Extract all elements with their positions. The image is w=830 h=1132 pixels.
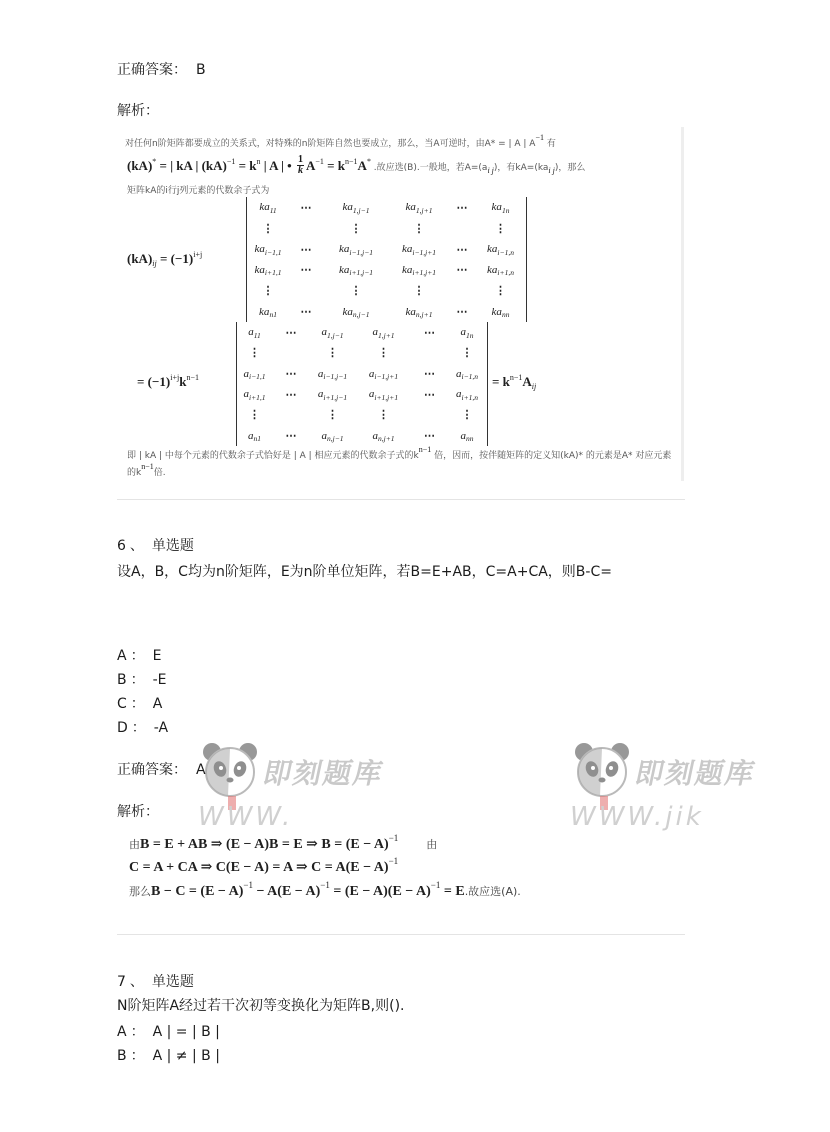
entry-subscript: 11 xyxy=(253,330,261,340)
q7-stem: N阶矩阵A经过若干次初等变换化为矩阵B,则(). xyxy=(117,998,405,1014)
matrix-entry xyxy=(289,280,323,301)
matrix-entry xyxy=(323,218,389,239)
option-key: B xyxy=(117,672,127,688)
option-separator: ： xyxy=(130,696,145,712)
math-segment: A xyxy=(357,158,367,173)
ellipsis: ⋮ xyxy=(461,409,473,422)
math-segment: A xyxy=(305,158,316,173)
determinant-2 xyxy=(236,322,488,446)
entry-subscript: n,j−1 xyxy=(352,310,370,320)
matrix-entry xyxy=(247,239,289,260)
matrix-entry xyxy=(310,384,355,405)
entry-base: ka xyxy=(259,305,270,318)
matrix-entry xyxy=(289,197,323,218)
matrix-entry xyxy=(247,197,289,218)
entry-subscript: 1,j+1 xyxy=(415,205,433,215)
ellipsis: ⋯ xyxy=(456,306,468,319)
entry-base: a xyxy=(455,367,462,380)
answer-value: B xyxy=(196,62,206,78)
q6-header xyxy=(117,538,194,554)
explanation-formula-line xyxy=(127,155,585,176)
matrix-entry xyxy=(389,260,449,281)
determinant-2-result xyxy=(492,373,536,392)
ellipsis: ⋯ xyxy=(424,430,435,443)
superscript: −1 xyxy=(243,880,253,890)
entry-base: ka xyxy=(487,243,498,256)
fraction xyxy=(297,155,304,176)
explanation-formula-line xyxy=(129,882,521,900)
entry-base: ka xyxy=(342,201,353,214)
text-segment: 倍，因而，按伴随矩阵的定义知(kA)* 的元素是A* 对应元素 xyxy=(431,451,672,461)
entry-base: ka xyxy=(401,263,413,276)
entry-base: a xyxy=(321,429,327,442)
text-segment: 有 xyxy=(543,139,556,149)
matrix-entry xyxy=(355,343,412,364)
math-segment: (kA) xyxy=(127,158,153,173)
ellipsis: ⋯ xyxy=(285,388,297,401)
entry-base: a xyxy=(455,388,462,401)
math-segment: | A | • xyxy=(260,158,295,173)
determinant-1 xyxy=(246,197,527,322)
ellipsis: ⋯ xyxy=(424,326,435,339)
matrix-entry xyxy=(237,405,272,426)
matrix-entry xyxy=(475,218,526,239)
answer-label: 正确答案： xyxy=(117,62,187,78)
q5-analysis-label: 解析： xyxy=(117,103,159,119)
text-segment: .故应选(B).一般地，若A=(a xyxy=(370,163,488,173)
superscript: −1 xyxy=(388,833,399,843)
watermark xyxy=(570,738,830,842)
entry-base: ka xyxy=(487,263,498,276)
entry-base: ka xyxy=(405,305,416,318)
matrix-entry xyxy=(355,425,412,446)
question-type: 单选题 xyxy=(151,538,194,554)
entry-base: a xyxy=(243,367,249,380)
math-segment: B − C = (E − A) xyxy=(151,884,244,899)
entry-base: ka xyxy=(338,243,350,256)
entry-base: ka xyxy=(338,263,350,276)
matrix-entry xyxy=(449,197,475,218)
entry-subscript: 1n xyxy=(466,330,474,340)
matrix-entry xyxy=(272,322,310,343)
superscript: n−1 xyxy=(418,445,432,454)
entry-base: a xyxy=(460,326,466,339)
matrix-entry xyxy=(237,363,272,384)
matrix-entry xyxy=(412,363,447,384)
option-text: -A xyxy=(153,720,169,736)
entry-base: a xyxy=(372,429,378,442)
watermark-url: WWW.jik xyxy=(570,802,704,832)
ellipsis: ⋯ xyxy=(424,368,435,381)
entry-subscript: i+1,n xyxy=(497,268,514,278)
entry-base: a xyxy=(368,367,375,380)
entry-base: a xyxy=(460,429,466,442)
ellipsis: ⋮ xyxy=(413,222,425,235)
entry-base: ka xyxy=(405,201,416,214)
entry-subscript: i+1,1 xyxy=(264,268,282,278)
superscript: n−1 xyxy=(345,157,358,166)
matrix-entry xyxy=(412,343,447,364)
entry-subscript: i+1,j−1 xyxy=(349,268,374,278)
matrix-entry xyxy=(247,218,289,239)
matrix-entry xyxy=(449,218,475,239)
matrix-entry xyxy=(323,301,389,322)
entry-base: ka xyxy=(254,263,265,276)
matrix-entry xyxy=(289,260,323,281)
superscript: n−1 xyxy=(509,373,523,382)
matrix-entry xyxy=(475,301,526,322)
panda-logo-icon xyxy=(570,738,634,802)
ellipsis: ⋯ xyxy=(285,430,297,443)
entry-subscript: i+1,j+1 xyxy=(412,268,437,278)
subscript: i j xyxy=(548,166,555,175)
math-segment: B = E + AB ⇒ (E − A)B = E ⇒ B = (E − A) xyxy=(140,837,389,852)
matrix-entry xyxy=(447,405,487,426)
ellipsis: ⋯ xyxy=(300,243,312,256)
option-key: B xyxy=(117,1048,127,1064)
superscript: * xyxy=(366,157,371,166)
matrix-entry xyxy=(272,405,310,426)
matrix-entry xyxy=(323,197,389,218)
entry-subscript: 1n xyxy=(501,205,510,215)
fraction-denominator: k xyxy=(297,165,303,176)
math-segment: = k xyxy=(235,158,257,173)
ellipsis: ⋮ xyxy=(262,285,274,298)
matrix-entry xyxy=(447,384,487,405)
matrix-entry xyxy=(247,260,289,281)
option-key: A xyxy=(117,1024,127,1040)
ellipsis: ⋮ xyxy=(327,347,338,360)
matrix-entry xyxy=(447,425,487,446)
matrix-entry xyxy=(247,301,289,322)
entry-subscript: 11 xyxy=(269,205,277,215)
matrix-entry xyxy=(272,384,310,405)
superscript: i+j xyxy=(193,250,203,259)
watermark xyxy=(198,738,458,842)
text-segment: 由 xyxy=(426,838,438,851)
entry-subscript: i+1,j−1 xyxy=(323,392,348,402)
entry-base: a xyxy=(243,388,249,401)
superscript: −1 xyxy=(430,880,441,890)
matrix-entry xyxy=(389,197,449,218)
math-segment: = | kA | (kA) xyxy=(156,158,227,173)
matrix-entry xyxy=(355,405,412,426)
text-segment: 的k xyxy=(127,468,142,478)
entry-subscript: i−1,n xyxy=(461,372,479,382)
entry-base: a xyxy=(321,326,327,339)
math-segment: = k xyxy=(323,158,346,173)
fraction-numerator: 1 xyxy=(297,154,303,165)
matrix-entry xyxy=(447,322,487,343)
matrix-entry xyxy=(289,301,323,322)
text-segment: )，有kA=(ka xyxy=(493,163,549,173)
watermark-title: 即刻题库 xyxy=(632,757,760,790)
ellipsis: ⋯ xyxy=(456,264,468,277)
question-number: 6 xyxy=(117,538,126,554)
ellipsis: ⋮ xyxy=(350,222,362,235)
superscript: * xyxy=(152,157,157,166)
superscript: −1 xyxy=(315,157,324,166)
q6-correct-answer xyxy=(117,762,206,778)
entry-subscript: i−1,1 xyxy=(264,247,282,257)
matrix-entry xyxy=(289,239,323,260)
answer-value: A xyxy=(196,762,206,778)
question-divider xyxy=(117,934,685,935)
entry-subscript: i−1,1 xyxy=(248,372,266,382)
matrix-entry xyxy=(310,322,355,343)
matrix-entry xyxy=(475,260,526,281)
q7-option-b xyxy=(117,1048,220,1064)
matrix-entry xyxy=(237,322,272,343)
ellipsis: ⋮ xyxy=(249,409,260,422)
matrix-entry xyxy=(449,260,475,281)
matrix-entry xyxy=(447,343,487,364)
text-segment: 倍. xyxy=(153,468,166,478)
matrix-entry xyxy=(449,280,475,301)
ellipsis: ⋮ xyxy=(413,285,425,298)
math-segment: = (−1) xyxy=(137,374,171,389)
matrix-entry xyxy=(310,425,355,446)
entry-base: ka xyxy=(491,201,502,214)
entry-subscript: n,j−1 xyxy=(326,434,344,444)
ellipsis: ⋮ xyxy=(262,222,274,235)
entry-subscript: n1 xyxy=(253,434,261,444)
entry-subscript: i+1,1 xyxy=(248,392,266,402)
matrix-entry xyxy=(412,425,447,446)
determinant-2-label xyxy=(137,373,199,392)
matrix-entry xyxy=(412,322,447,343)
superscript: i+j xyxy=(170,373,180,382)
ellipsis: ⋮ xyxy=(350,285,362,298)
q6-option-d xyxy=(117,720,168,736)
option-separator: ： xyxy=(130,1048,145,1064)
entry-base: a xyxy=(372,326,378,339)
matrix-entry xyxy=(237,384,272,405)
ellipsis: ⋯ xyxy=(300,264,312,277)
entry-subscript: nn xyxy=(501,310,510,320)
entry-base: ka xyxy=(491,305,502,318)
q6-analysis-label: 解析： xyxy=(117,804,159,820)
entry-subscript: i−1,j+1 xyxy=(374,372,399,382)
question-number: 7 xyxy=(117,974,126,990)
matrix-entry xyxy=(310,343,355,364)
ellipsis: ⋮ xyxy=(327,409,338,422)
ellipsis: ⋮ xyxy=(378,409,389,422)
matrix-entry xyxy=(412,384,447,405)
superscript: −1 xyxy=(226,157,236,166)
superscript: −1 xyxy=(535,133,544,142)
ellipsis: ⋯ xyxy=(424,388,435,401)
ellipsis: ⋮ xyxy=(461,347,473,360)
math-segment: A xyxy=(522,374,532,389)
text-segment: )，那么 xyxy=(554,163,586,173)
superscript: n−1 xyxy=(186,373,199,382)
matrix-entry xyxy=(310,405,355,426)
explanation-line xyxy=(127,445,671,464)
option-separator: ： xyxy=(130,672,145,688)
question-separator: 、 xyxy=(129,538,144,554)
question-divider xyxy=(117,499,685,500)
superscript: n−1 xyxy=(141,462,154,471)
math-segment: (kA) xyxy=(127,251,153,266)
ellipsis: ⋮ xyxy=(495,285,506,298)
matrix-entry xyxy=(389,301,449,322)
option-separator: ： xyxy=(130,648,145,664)
superscript: n xyxy=(256,157,261,166)
entry-base: ka xyxy=(401,243,413,256)
superscript: −1 xyxy=(388,856,399,866)
subscript: i j xyxy=(487,166,494,175)
panda-logo-icon xyxy=(198,738,262,802)
math-segment: = (E − A)(E − A) xyxy=(329,884,431,899)
matrix-entry xyxy=(323,280,389,301)
option-key: D xyxy=(117,720,128,736)
text-segment: 由 xyxy=(129,838,140,851)
matrix-entry xyxy=(412,405,447,426)
matrix-entry xyxy=(389,239,449,260)
ellipsis: ⋯ xyxy=(285,368,297,381)
entry-base: ka xyxy=(342,305,353,318)
matrix-entry xyxy=(247,280,289,301)
q6-option-a xyxy=(117,648,161,664)
entry-base: ka xyxy=(259,201,270,214)
matrix-entry xyxy=(289,218,323,239)
ellipsis: ⋯ xyxy=(300,201,312,214)
matrix-entry xyxy=(447,363,487,384)
math-segment: = k xyxy=(492,374,510,389)
q5-explanation-figure xyxy=(118,127,684,481)
entry-subscript: nn xyxy=(466,434,474,444)
subscript: ij xyxy=(531,382,537,391)
answer-label: 正确答案： xyxy=(117,762,187,778)
matrix-entry xyxy=(355,363,412,384)
entry-subscript: i−1,j−1 xyxy=(349,247,374,257)
q5-correct-answer xyxy=(117,62,206,78)
math-segment: = E xyxy=(440,884,465,899)
q7-option-a xyxy=(117,1024,220,1040)
option-separator: ： xyxy=(130,1024,145,1040)
determinant-1-label xyxy=(127,250,202,269)
q6-option-c xyxy=(117,696,162,712)
math-segment: = (−1) xyxy=(156,251,194,266)
option-key: A xyxy=(117,648,127,664)
math-segment: − A(E − A) xyxy=(252,884,321,899)
option-text: A | ≠ | B | xyxy=(152,1048,220,1064)
entry-base: a xyxy=(248,429,254,442)
matrix-entry xyxy=(475,280,526,301)
matrix-entry xyxy=(272,425,310,446)
text-segment: 矩阵kA的i行j列元素的代数余子式为 xyxy=(127,186,270,196)
entry-subscript: n,j+1 xyxy=(377,434,395,444)
ellipsis: ⋯ xyxy=(285,326,297,339)
entry-subscript: 1,j−1 xyxy=(352,205,370,215)
matrix-entry xyxy=(355,384,412,405)
matrix-entry xyxy=(272,343,310,364)
entry-subscript: 1,j+1 xyxy=(377,330,395,340)
option-separator: ： xyxy=(131,720,146,736)
matrix-entry xyxy=(449,239,475,260)
explanation-line xyxy=(125,133,556,152)
text-segment: 那么 xyxy=(129,885,151,898)
ellipsis: ⋮ xyxy=(249,347,260,360)
entry-base: ka xyxy=(254,243,265,256)
option-text: A xyxy=(152,696,163,712)
matrix-entry xyxy=(323,260,389,281)
explanation-formula-line xyxy=(129,858,398,876)
matrix-entry xyxy=(310,363,355,384)
watermark-title: 即刻题库 xyxy=(260,757,388,790)
matrix-entry xyxy=(389,280,449,301)
entry-subscript: n1 xyxy=(269,310,277,320)
watermark-layer xyxy=(0,730,760,842)
option-text: -E xyxy=(152,672,167,688)
matrix-entry xyxy=(355,322,412,343)
entry-subscript: i−1,n xyxy=(497,247,514,257)
text-segment: .故应选(A). xyxy=(464,885,521,898)
matrix-entry xyxy=(475,197,526,218)
text-segment: 即 | kA | 中每个元素的代数余子式恰好是 | A | 相应元素的代数余子式的k xyxy=(127,451,419,461)
matrix-entry xyxy=(449,301,475,322)
superscript: −1 xyxy=(320,880,330,890)
entry-subscript: i+1,j+1 xyxy=(374,392,399,402)
q6-option-b xyxy=(117,672,167,688)
matrix-entry xyxy=(389,218,449,239)
ellipsis: ⋯ xyxy=(300,306,312,319)
math-segment: k xyxy=(179,374,187,389)
option-text: A | = | B | xyxy=(152,1024,220,1040)
question-type: 单选题 xyxy=(151,974,194,990)
q6-explanation-figure xyxy=(118,832,684,902)
matrix-entry xyxy=(237,343,272,364)
math-segment: C = A + CA ⇒ C(E − A) = A ⇒ C = A(E − A) xyxy=(129,860,389,875)
entry-base: a xyxy=(248,326,254,339)
entry-subscript: n,j+1 xyxy=(415,310,433,320)
matrix-entry xyxy=(272,363,310,384)
subscript: ij xyxy=(152,259,157,268)
entry-base: a xyxy=(317,388,324,401)
q6-stem: 设A，B，C均为n阶矩阵，E为n阶单位矩阵，若B=E+AB，C=A+CA，则B-C= xyxy=(117,564,612,580)
ellipsis: ⋯ xyxy=(456,243,468,256)
ellipsis: ⋮ xyxy=(495,222,506,235)
entry-subscript: i+1,n xyxy=(461,392,479,402)
matrix-entry xyxy=(475,239,526,260)
explanation-formula-line xyxy=(129,835,437,853)
explanation-line xyxy=(127,462,166,481)
ellipsis: ⋮ xyxy=(378,347,389,360)
matrix-entry xyxy=(323,239,389,260)
entry-subscript: i−1,j+1 xyxy=(412,247,437,257)
ellipsis: ⋯ xyxy=(456,201,468,214)
watermark-url: WWW. xyxy=(198,802,294,832)
text-segment: 对任何n阶矩阵都要成立的关系式，对特殊的n阶矩阵自然也要成立，那么，当A可逆时，由A* = | A | A xyxy=(125,139,536,149)
option-text: E xyxy=(152,648,162,664)
entry-base: a xyxy=(317,367,324,380)
entry-subscript: i−1,j−1 xyxy=(323,372,348,382)
entry-base: a xyxy=(368,388,375,401)
q7-header xyxy=(117,974,194,990)
entry-subscript: 1,j−1 xyxy=(326,330,344,340)
question-separator: 、 xyxy=(129,974,144,990)
matrix-entry xyxy=(237,425,272,446)
option-key: C xyxy=(117,696,127,712)
